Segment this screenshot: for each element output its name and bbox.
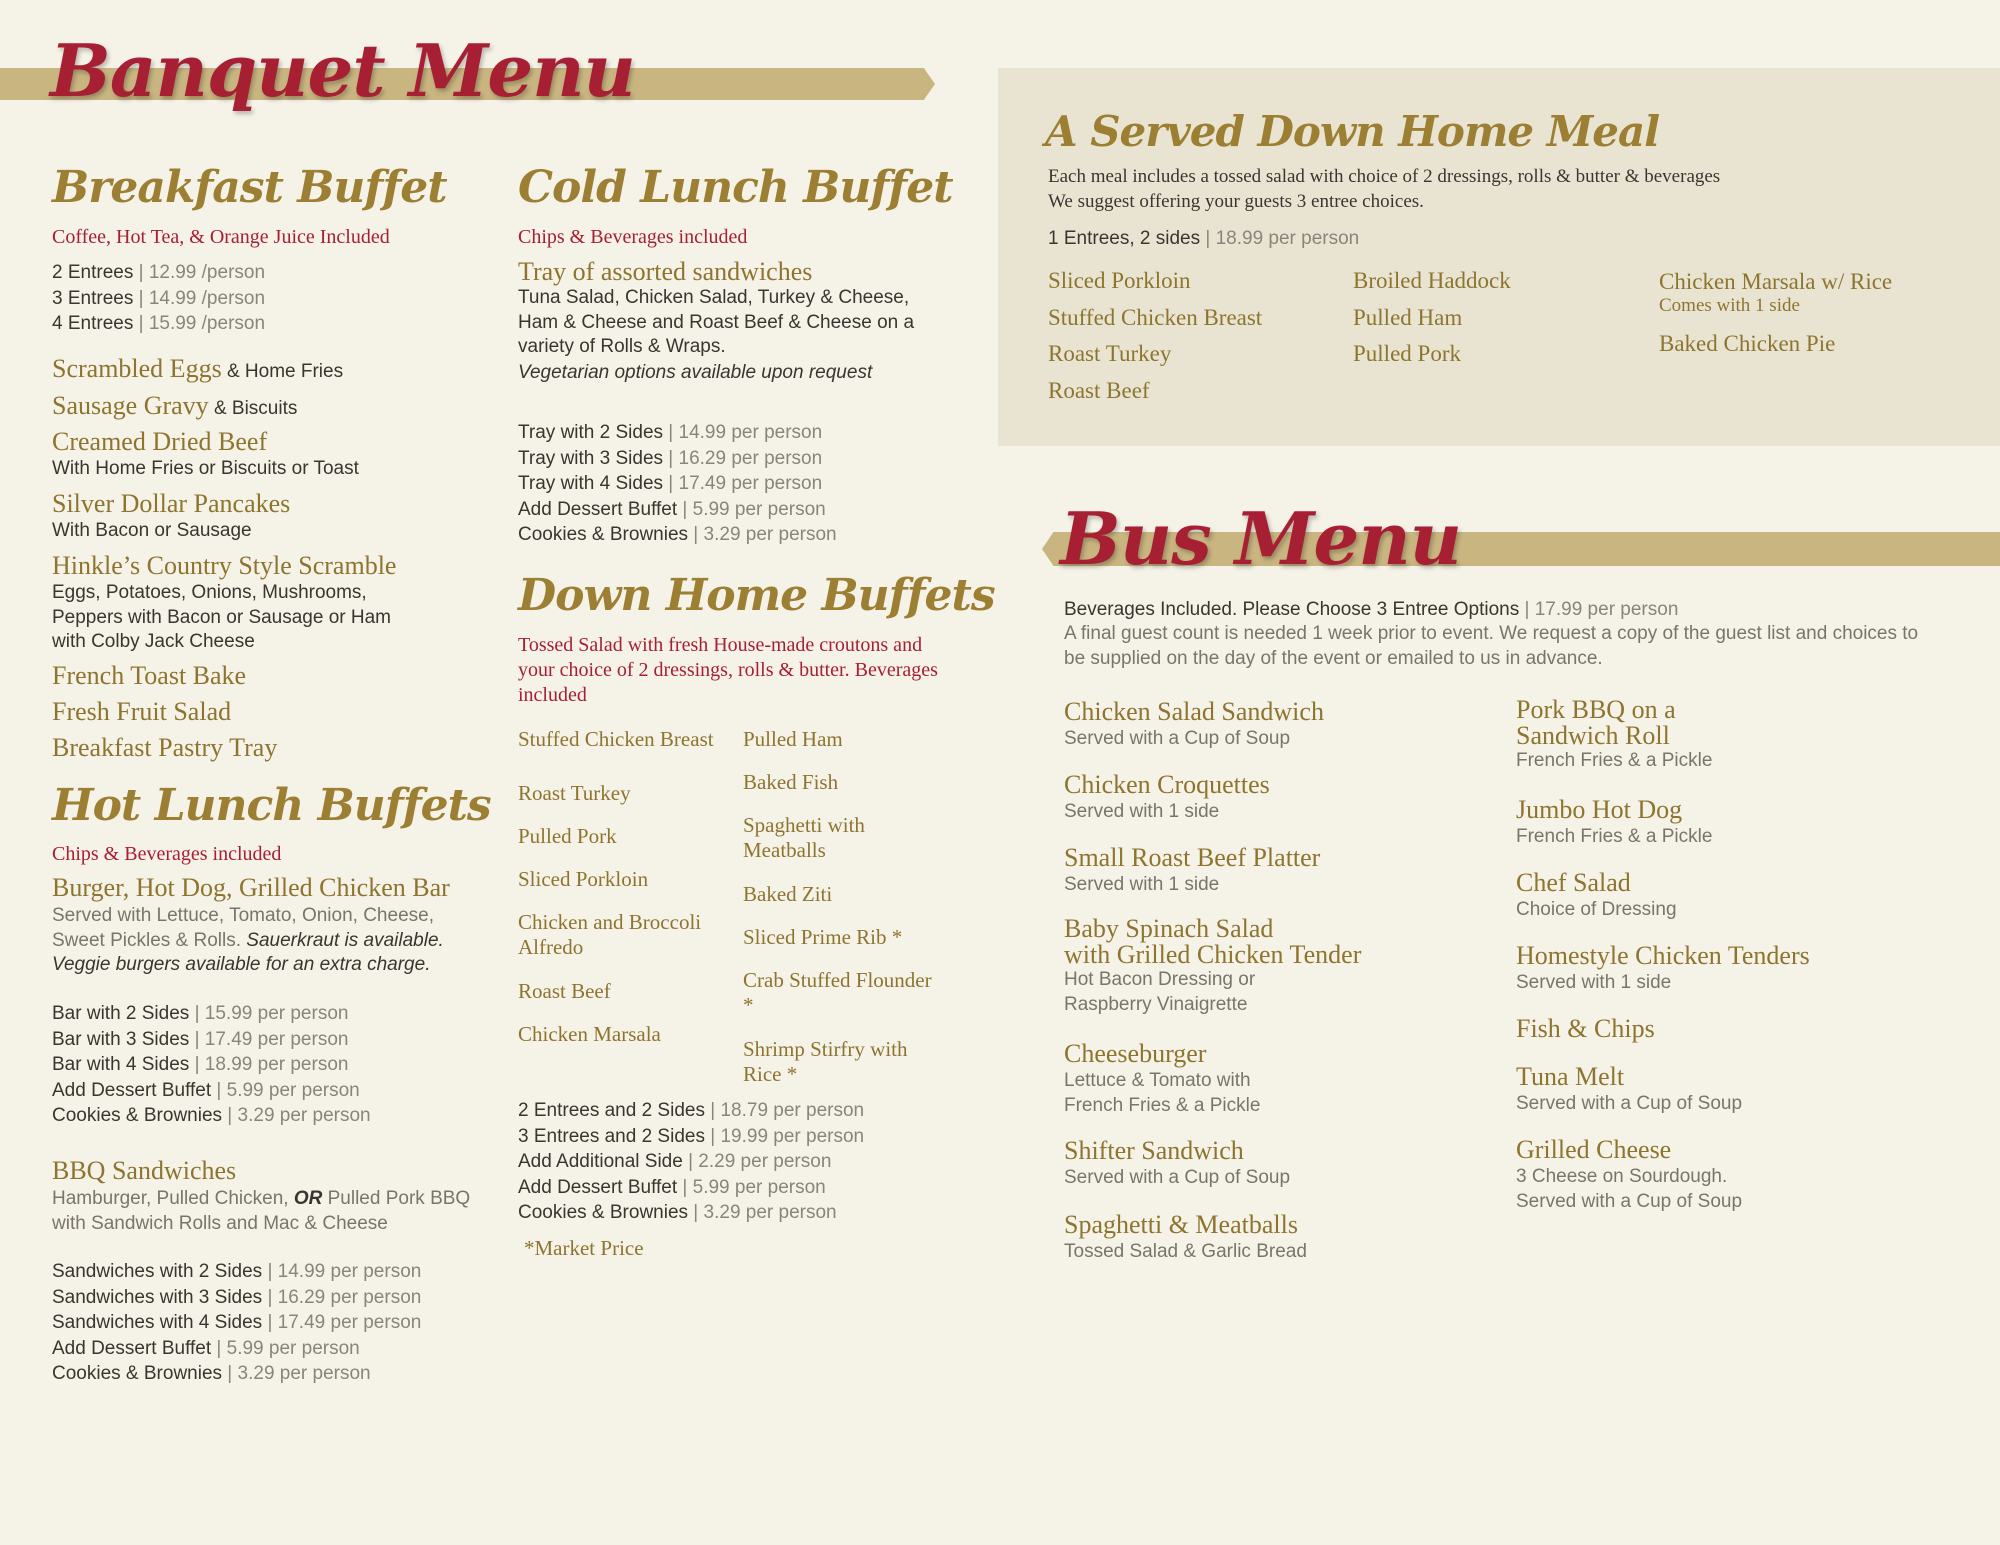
- price-line: Bar with 2 Sides | 15.99 per person: [52, 1003, 349, 1024]
- price-line: Tray with 4 Sides | 17.49 per person: [518, 473, 823, 494]
- entree-item: Roast Beef: [1048, 377, 1150, 403]
- menu-item: Tuna Melt Served with a Cup of Soup: [1516, 1062, 1743, 1114]
- price-line: 3 Entrees and 2 Sides | 19.99 per person: [518, 1125, 865, 1147]
- entree-item: Broiled Haddock: [1353, 268, 1511, 293]
- menu-item: Chicken Salad Sandwich Served with a Cup of Soup: [1064, 697, 1324, 749]
- banquet-menu-title: Banquet Menu: [50, 28, 635, 113]
- entree-item: Roast Turkey: [1048, 341, 1172, 366]
- entree-item: Pulled Pork: [518, 824, 617, 848]
- entree-item-note: Comes with 1 side: [1659, 295, 1800, 316]
- bus-menu-title: Bus Menu: [1060, 496, 1462, 581]
- served-meal-price: 1 Entrees, 2 sides | 18.99 per person: [1048, 228, 1360, 249]
- menu-item: Breakfast Pastry Tray: [52, 733, 278, 762]
- price-line: 2 Entrees | 12.99 /person: [52, 262, 266, 283]
- menu-item: Jumbo Hot Dog French Fries & a Pickle: [1516, 795, 1713, 847]
- price-line: Sandwiches with 2 Sides | 14.99 per person: [52, 1261, 422, 1282]
- entree-item: Baked Chicken Pie: [1659, 331, 1836, 356]
- market-price-footnote: *Market Price: [524, 1236, 644, 1260]
- bbq-price-list: [52, 1259, 421, 1387]
- price-line: Add Additional Side | 2.29 per person: [518, 1151, 832, 1172]
- menu-item: Chef Salad Choice of Dressing: [1516, 868, 1677, 920]
- entree-item: Pulled Ham: [1353, 304, 1463, 330]
- served-meal-description: Each meal includes a tossed salad with choice of 2 dressings, rolls & butter & beverages We suggest offering your guests 3 entree choices.: [1048, 166, 1721, 212]
- breakfast-price-list: [52, 260, 265, 337]
- served-entrees-col-3: [1659, 268, 1892, 356]
- entree-item: Pulled Pork: [1353, 341, 1461, 366]
- breakfast-buffet-title: Breakfast Buffet: [52, 162, 447, 213]
- price-line: Bar with 3 Sides | 17.49 per person: [52, 1028, 349, 1050]
- price-line: Cookies & Brownies | 3.29 per person: [518, 524, 837, 545]
- entree-item: Baked Fish: [743, 770, 839, 794]
- menu-item: Fresh Fruit Salad: [52, 697, 232, 726]
- served-meal-title: A Served Down Home Meal: [1045, 107, 1660, 156]
- price-line: Add Dessert Buffet | 5.99 per person: [52, 1337, 360, 1359]
- price-line: Sandwiches with 3 Sides | 16.29 per person: [52, 1286, 422, 1308]
- entree-item: Shrimp Stirfry with Rice *: [743, 1037, 908, 1086]
- entree-item: Roast Beef: [518, 979, 611, 1003]
- burger-bar-description: Served with Lettuce, Tomato, Onion, Cheese, Sweet Pickles & Rolls. Sauerkraut is available. Veggie burgers available for an extra charge.: [52, 905, 444, 975]
- menu-item: Scrambled Eggs & Home Fries: [52, 354, 344, 383]
- price-line: Cookies & Brownies | 3.29 per person: [518, 1202, 837, 1223]
- price-line: 3 Entrees | 14.99 /person: [52, 287, 266, 309]
- entree-item: Crab Stuffed Flounder *: [743, 968, 932, 1017]
- price-line: Cookies & Brownies | 3.29 per person: [52, 1363, 371, 1384]
- sandwich-tray-description: Tuna Salad, Chicken Salad, Turkey & Cheese, Ham & Cheese and Roast Beef & Cheese on a variety of Rolls & Wraps.: [518, 287, 915, 357]
- menu-item: Baby Spinach Salad with Grilled Chicken Tender Hot Bacon Dressing or Raspberry Vinaigrette: [1064, 914, 1362, 1015]
- entree-item: Sliced Prime Rib *: [743, 925, 903, 949]
- hot-lunch-subtitle: Chips & Beverages included: [52, 843, 282, 865]
- price-line: Cookies & Brownies | 3.29 per person: [52, 1105, 371, 1126]
- burger-bar-price-list: [52, 1001, 371, 1129]
- menu-item: Grilled Cheese 3 Cheese on Sourdough. Served with a Cup of Soup: [1516, 1135, 1743, 1212]
- menu-item: Fish & Chips: [1516, 1014, 1655, 1043]
- menu-item: Homestyle Chicken Tenders Served with 1 side: [1516, 941, 1810, 993]
- menu-item: Cheeseburger Lettuce & Tomato with French Fries & a Pickle: [1064, 1039, 1261, 1116]
- price-line: Tray with 2 Sides | 14.99 per person: [518, 422, 823, 443]
- price-line: 2 Entrees and 2 Sides | 18.79 per person: [518, 1100, 865, 1121]
- breakfast-subtitle: Coffee, Hot Tea, & Orange Juice Included: [52, 226, 390, 248]
- burger-bar-name: Burger, Hot Dog, Grilled Chicken Bar: [52, 873, 450, 902]
- bbq-sandwiches-name: BBQ Sandwiches: [52, 1156, 237, 1185]
- menu-item: Pork BBQ on a Sandwich Roll French Fries & a Pickle: [1516, 695, 1713, 771]
- bus-right-items: [1516, 697, 1936, 1233]
- vegetarian-note: Vegetarian options available upon request: [518, 362, 873, 383]
- menu-item: French Toast Bake: [52, 661, 247, 690]
- price-line: Add Dessert Buffet | 5.99 per person: [52, 1079, 360, 1101]
- entree-item: Sliced Porkloin: [1048, 268, 1191, 293]
- menu-item: Chicken Croquettes Served with 1 side: [1064, 770, 1270, 822]
- price-line: Tray with 3 Sides | 16.29 per person: [518, 447, 823, 469]
- served-entrees-col-1: [1048, 268, 1262, 414]
- entree-item: Pulled Ham: [743, 727, 843, 751]
- down-home-price-list: [518, 1098, 864, 1226]
- menu-item: Spaghetti & Meatballs Tossed Salad & Garlic Bread: [1064, 1210, 1307, 1262]
- entree-item: Chicken and Broccoli Alfredo: [518, 910, 702, 959]
- price-line: Bar with 4 Sides | 18.99 per person: [52, 1054, 349, 1075]
- entree-item: Stuffed Chicken Breast: [518, 727, 714, 751]
- entree-item: Chicken Marsala: [518, 1022, 661, 1046]
- menu-item: Creamed Dried Beef With Home Fries or Biscuits or Toast: [52, 427, 359, 479]
- menu-item: Small Roast Beef Platter Served with 1 side: [1064, 843, 1321, 895]
- menu-item: Hinkle’s Country Style Scramble Eggs, Potatoes, Onions, Mushrooms, Peppers with Bacon or Sausage or Ham with Colby Jack Cheese: [52, 551, 397, 652]
- cold-lunch-price-list: [518, 420, 837, 548]
- entree-item: Chicken Marsala w/ Rice: [1659, 269, 1893, 294]
- down-home-title: Down Home Buffets: [518, 570, 995, 621]
- breakfast-item-list: [52, 354, 482, 769]
- down-home-right-entrees: [743, 727, 933, 1089]
- cold-lunch-subtitle: Chips & Beverages included: [518, 226, 748, 248]
- menu-item: Shifter Sandwich Served with a Cup of Soup: [1064, 1136, 1291, 1188]
- bus-left-items: [1064, 697, 1484, 1283]
- entree-item: Spaghetti with Meatballs: [743, 813, 865, 862]
- entree-item: Sliced Porkloin: [518, 867, 649, 891]
- cold-lunch-title: Cold Lunch Buffet: [518, 162, 953, 213]
- bbq-sandwiches-description: Hamburger, Pulled Chicken, OR Pulled Pork BBQ with Sandwich Rolls and Mac & Cheese: [52, 1188, 471, 1234]
- price-line: Sandwiches with 4 Sides | 17.49 per person: [52, 1312, 422, 1333]
- bus-intro-price: Beverages Included. Please Choose 3 Entree Options | 17.99 per person: [1064, 599, 1679, 620]
- menu-item: Silver Dollar Pancakes With Bacon or Sausage: [52, 489, 291, 541]
- price-line: Add Dessert Buffet | 5.99 per person: [518, 498, 826, 520]
- menu-item: Sausage Gravy & Biscuits: [52, 391, 298, 420]
- down-home-left-entrees: [518, 727, 718, 1065]
- down-home-subtitle: Tossed Salad with fresh House-made croutons and your choice of 2 dressings, rolls & butter. Beverages included: [518, 634, 938, 706]
- entree-item: Roast Turkey: [518, 781, 631, 805]
- price-line: Add Dessert Buffet | 5.99 per person: [518, 1176, 826, 1198]
- entree-item: Stuffed Chicken Breast: [1048, 304, 1263, 330]
- sandwich-tray-name: Tray of assorted sandwiches: [518, 257, 813, 286]
- served-entrees-col-2: [1353, 268, 1511, 378]
- entree-item: Baked Ziti: [743, 882, 833, 906]
- price-line: 4 Entrees | 15.99 /person: [52, 313, 266, 334]
- bus-intro-description: A final guest count is needed 1 week prior to event. We request a copy of the guest list and choices to be supplied on the day of the event or emailed to us in advance.: [1064, 623, 1919, 669]
- hot-lunch-title: Hot Lunch Buffets: [52, 780, 491, 831]
